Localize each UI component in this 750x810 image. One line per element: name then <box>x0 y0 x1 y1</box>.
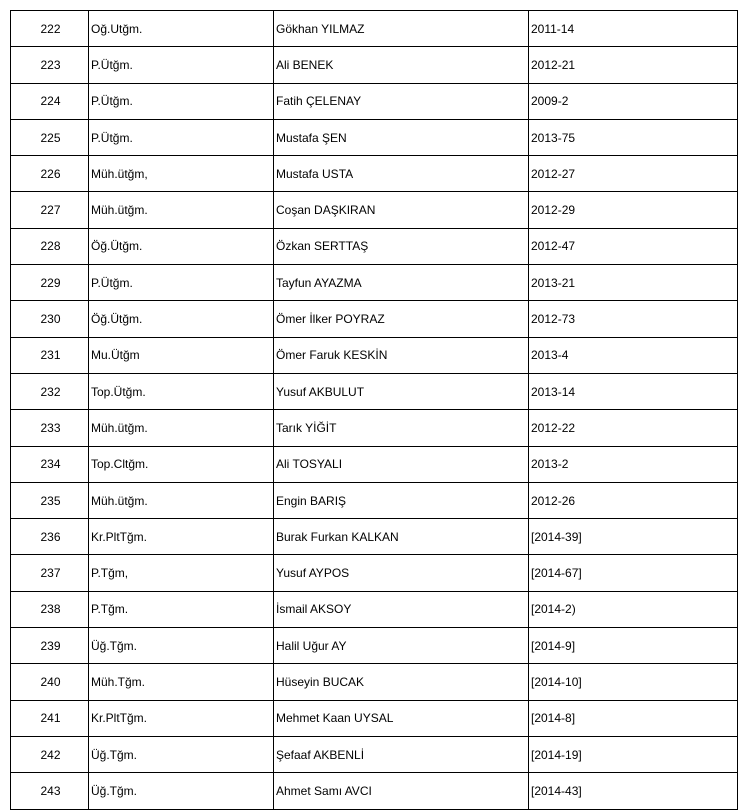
table-row <box>11 773 738 809</box>
person-name-cell: Ali TOSYALI <box>274 446 529 482</box>
rank-cell: P.Ütğm. <box>89 265 274 301</box>
person-name-cell: Engin BARIŞ <box>274 482 529 518</box>
row-number-cell: 235 <box>11 482 89 518</box>
record-code-cell: 2012-27 <box>529 156 738 192</box>
table-row <box>11 192 738 228</box>
record-code-cell: 2011-14 <box>529 11 738 47</box>
table-row <box>11 265 738 301</box>
record-code-cell: 2012-26 <box>529 482 738 518</box>
table-row <box>11 519 738 555</box>
person-name-cell: Burak Furkan KALKAN <box>274 519 529 555</box>
row-number-cell: 233 <box>11 410 89 446</box>
row-number-cell: 242 <box>11 736 89 772</box>
record-code-cell: 2013-4 <box>529 337 738 373</box>
person-name-cell: Gökhan YILMAZ <box>274 11 529 47</box>
rank-cell: Müh.ütğm. <box>89 192 274 228</box>
rank-cell: Öğ.Ütğm. <box>89 301 274 337</box>
record-code-cell: [2014-19] <box>529 736 738 772</box>
row-number-cell: 238 <box>11 591 89 627</box>
person-name-cell: Tarık YİĞİT <box>274 410 529 446</box>
table-row <box>11 555 738 591</box>
rank-cell: Top.Ütğm. <box>89 373 274 409</box>
table-row <box>11 301 738 337</box>
table-row <box>11 11 738 47</box>
record-code-cell: 2012-47 <box>529 228 738 264</box>
person-name-cell: Ömer Faruk KESKİN <box>274 337 529 373</box>
row-number-cell: 240 <box>11 664 89 700</box>
person-name-cell: Ali BENEK <box>274 47 529 83</box>
person-name-cell: Mustafa USTA <box>274 156 529 192</box>
row-number-cell: 229 <box>11 265 89 301</box>
rank-cell: Top.Cltğm. <box>89 446 274 482</box>
row-number-cell: 223 <box>11 47 89 83</box>
row-number-cell: 239 <box>11 628 89 664</box>
person-name-cell: Yusuf AYPOS <box>274 555 529 591</box>
table-row <box>11 628 738 664</box>
person-name-cell: Yusuf AKBULUT <box>274 373 529 409</box>
row-number-cell: 237 <box>11 555 89 591</box>
person-name-cell: Halil Uğur AY <box>274 628 529 664</box>
table-row <box>11 446 738 482</box>
person-name-cell: Özkan SERTTAŞ <box>274 228 529 264</box>
person-name-cell: Ömer İlker POYRAZ <box>274 301 529 337</box>
record-code-cell: [2014-39] <box>529 519 738 555</box>
record-code-cell: [2014-10] <box>529 664 738 700</box>
table-row <box>11 83 738 119</box>
record-code-cell: 2013-75 <box>529 119 738 155</box>
person-name-cell: Şefaaf AKBENLİ <box>274 736 529 772</box>
record-code-cell: [2014-8] <box>529 700 738 736</box>
row-number-cell: 243 <box>11 773 89 809</box>
rank-cell: Üğ.Tğm. <box>89 628 274 664</box>
record-code-cell: 2012-22 <box>529 410 738 446</box>
row-number-cell: 232 <box>11 373 89 409</box>
row-number-cell: 230 <box>11 301 89 337</box>
row-number-cell: 224 <box>11 83 89 119</box>
row-number-cell: 228 <box>11 228 89 264</box>
table-row <box>11 591 738 627</box>
person-name-cell: Coşan DAŞKIRAN <box>274 192 529 228</box>
rank-cell: Mu.Ütğm <box>89 337 274 373</box>
rank-cell: Öğ.Ütğm. <box>89 228 274 264</box>
rank-cell: Üğ.Tğm. <box>89 773 274 809</box>
person-name-cell: Mustafa ŞEN <box>274 119 529 155</box>
record-code-cell: [2014-9] <box>529 628 738 664</box>
rank-cell: Müh.Tğm. <box>89 664 274 700</box>
rank-cell: Oğ.Utğm. <box>89 11 274 47</box>
rank-cell: P.Ütğm. <box>89 119 274 155</box>
record-code-cell: [2014-67] <box>529 555 738 591</box>
row-number-cell: 225 <box>11 119 89 155</box>
record-code-cell: 2012-21 <box>529 47 738 83</box>
row-number-cell: 234 <box>11 446 89 482</box>
person-name-cell: Fatih ÇELENAY <box>274 83 529 119</box>
row-number-cell: 227 <box>11 192 89 228</box>
table-row <box>11 156 738 192</box>
table-row <box>11 482 738 518</box>
record-code-cell: 2013-2 <box>529 446 738 482</box>
record-code-cell: 2012-29 <box>529 192 738 228</box>
table-row <box>11 664 738 700</box>
rank-cell: P.Tğm. <box>89 591 274 627</box>
row-number-cell: 226 <box>11 156 89 192</box>
rank-cell: Müh.ütğm, <box>89 156 274 192</box>
rank-cell: Müh.ütğm. <box>89 482 274 518</box>
table-row <box>11 119 738 155</box>
table-row <box>11 410 738 446</box>
record-code-cell: 2009-2 <box>529 83 738 119</box>
table-row <box>11 337 738 373</box>
table-row <box>11 47 738 83</box>
row-number-cell: 231 <box>11 337 89 373</box>
record-code-cell: [2014-43] <box>529 773 738 809</box>
row-number-cell: 222 <box>11 11 89 47</box>
table-row <box>11 228 738 264</box>
person-name-cell: Hüseyin BUCAK <box>274 664 529 700</box>
record-code-cell: 2012-73 <box>529 301 738 337</box>
rank-cell: P.Ütğm. <box>89 47 274 83</box>
record-code-cell: [2014-2) <box>529 591 738 627</box>
person-name-cell: İsmail AKSOY <box>274 591 529 627</box>
rank-cell: Üğ.Tğm. <box>89 736 274 772</box>
table-row <box>11 736 738 772</box>
person-name-cell: Mehmet Kaan UYSAL <box>274 700 529 736</box>
rank-cell: Kr.PltTğm. <box>89 519 274 555</box>
personnel-table-body <box>11 11 738 810</box>
person-name-cell: Tayfun AYAZMA <box>274 265 529 301</box>
record-code-cell: 2013-14 <box>529 373 738 409</box>
table-row <box>11 700 738 736</box>
person-name-cell: Ahmet Samı AVCI <box>274 773 529 809</box>
rank-cell: P.Tğm, <box>89 555 274 591</box>
row-number-cell: 241 <box>11 700 89 736</box>
personnel-table <box>10 10 738 810</box>
table-row <box>11 373 738 409</box>
row-number-cell: 236 <box>11 519 89 555</box>
rank-cell: Müh.ütğm. <box>89 410 274 446</box>
rank-cell: P.Ütğm. <box>89 83 274 119</box>
record-code-cell: 2013-21 <box>529 265 738 301</box>
rank-cell: Kr.PltTğm. <box>89 700 274 736</box>
